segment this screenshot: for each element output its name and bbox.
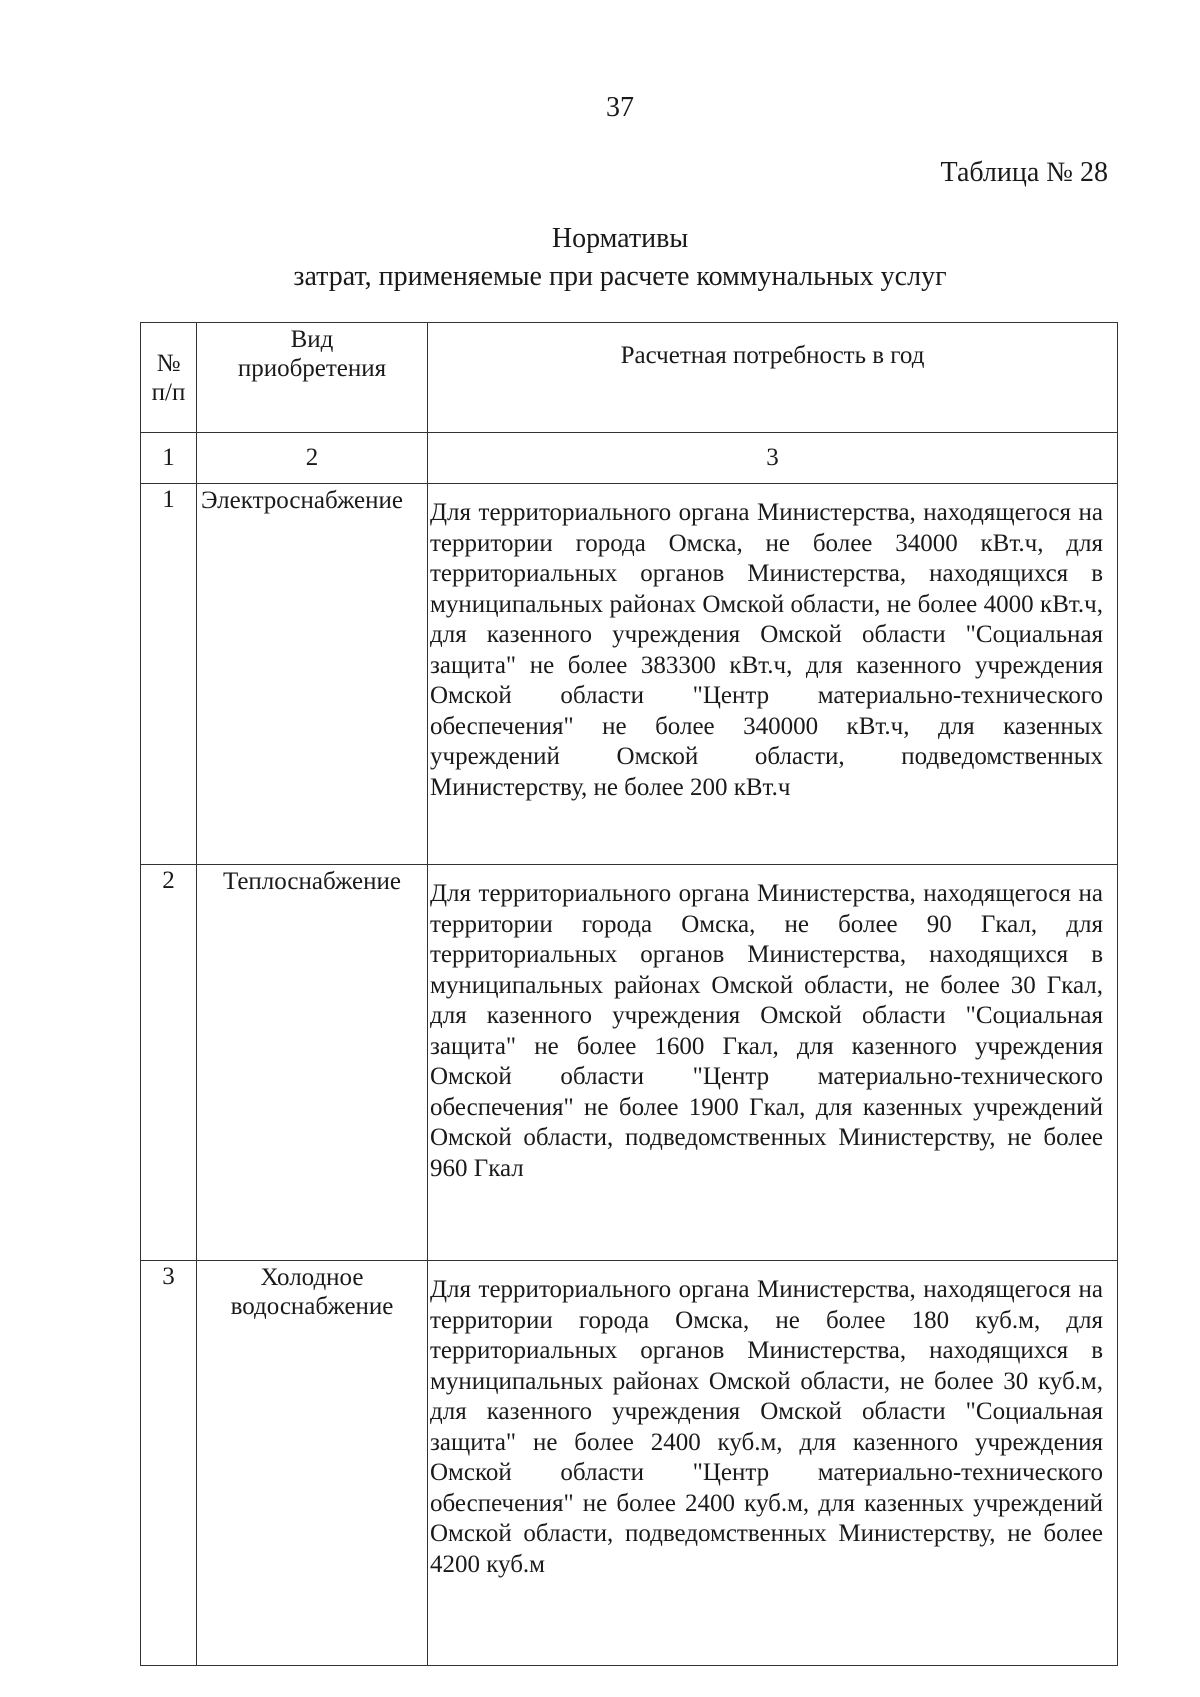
index-cell-2: 2 xyxy=(197,433,428,484)
row-type: Электроснабжение xyxy=(197,484,428,865)
table-index-row xyxy=(141,433,1118,484)
table-header-row xyxy=(141,323,1118,433)
document-title xyxy=(0,220,1200,296)
row-need: Для территориального органа Министерства, находящегося на территории города Омска, не более 180 куб.м, для территориальных органов Министерства, находящихся в муниципальных районах Омской области, не более 30 куб.м, для казенного учреждения Омской области "Социальная защита" не более 2400 куб.м, для казенного учреждения Омской области "Центр материально-технического обеспечения" не более 2400 куб.м, для казенных учреждений Омской области, подведомственных Министерству, не более 4200 куб.м xyxy=(428,1261,1118,1666)
row-number: 3 xyxy=(141,1261,197,1666)
row-need: Для территориального органа Министерства, находящегося на территории города Омска, не более 34000 кВт.ч, для территориальных органов Министерства, находящихся в муниципальных районах Омской области, не более 4000 кВт.ч, для казенного учреждения Омской области "Социальная защита" не более 383300 кВт.ч, для казенного учреждения Омской области "Центр материально-технического обеспечения" не более 340000 кВт.ч, для казенных учреждений Омской области, подведомственных Министерству, не более 200 кВт.ч xyxy=(428,484,1118,865)
index-cell-3: 3 xyxy=(428,433,1118,484)
header-num xyxy=(141,323,197,433)
row-type: Теплоснабжение xyxy=(197,865,428,1261)
table-row xyxy=(141,1261,1118,1666)
row-type xyxy=(197,1261,428,1666)
row-number: 2 xyxy=(141,865,197,1261)
title-line-2: затрат, применяемые при расчете коммунальных услуг xyxy=(293,261,947,292)
header-type-label: Вид приобретения xyxy=(237,326,387,382)
row-number: 1 xyxy=(141,484,197,865)
row-need: Для территориального органа Министерства, находящегося на территории города Омска, не более 90 Гкал, для территориальных органов Министерства, находящихся в муниципальных районах Омской области, не более 30 Гкал, для казенного учреждения Омской области "Социальная защита" не более 1600 Гкал, для казенного учреждения Омской области "Центр материально-технического обеспечения" не более 1900 Гкал, для казенных учреждений Омской области, подведомственных Министерству, не более 960 Гкал xyxy=(428,865,1118,1261)
page-number: 37 xyxy=(606,92,634,123)
table-row xyxy=(141,484,1118,865)
header-type xyxy=(197,323,428,433)
title-line-1: Нормативы xyxy=(551,223,689,254)
table-label: Таблица № 28 xyxy=(940,157,1108,188)
norms-table xyxy=(140,322,1118,1666)
header-num-label: № п/п xyxy=(151,349,186,406)
index-cell-1: 1 xyxy=(141,433,197,484)
header-need: Расчетная потребность в год xyxy=(428,323,1118,433)
table-row xyxy=(141,865,1118,1261)
row-type-label: Холодное водоснабжение xyxy=(230,1264,394,1320)
